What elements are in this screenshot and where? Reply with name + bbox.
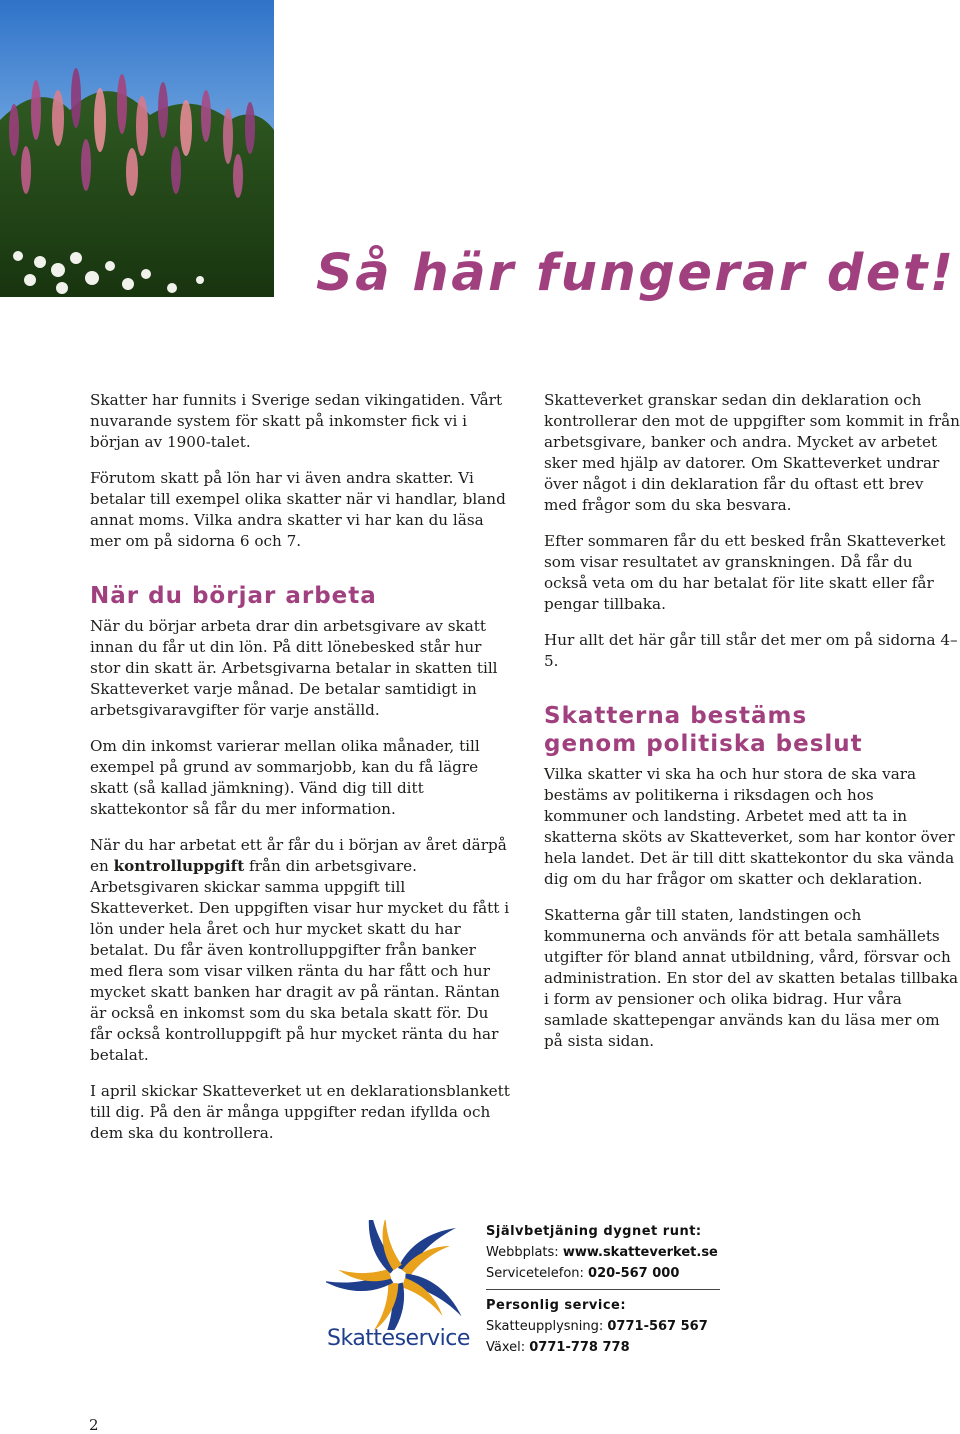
website-line — [486, 1242, 726, 1263]
heading-line-2: genom politiska beslut — [544, 731, 863, 757]
other-taxes-paragraph: Förutom skatt på lön har vi även andra skatter. Vi betalar till exempel olika skatter när vi handlar, bland annat moms. Vilka andra skatter vi har kan du läsa mer om på sidorna 6 och 7. — [90, 469, 506, 550]
kontrolluppgift-term: kontrolluppgift — [113, 857, 245, 875]
review-paragraph: Skatteverket granskar sedan din deklaration och kontrollerar den mot de uppgifter som kommit in från arbetsgivare, banker och andra. Mycket av arbetet sker med hjälp av datorer. Om Skatteverket undrar över något i din deklaration får du oftast ett brev med frågor som du ska besvara. — [544, 391, 960, 514]
income-varies-paragraph: Om din inkomst varierar mellan olika månader, till exempel på grund av sommarjobb, kan du få lägre skatt (så kallad jämkning). Vänd dig till ditt skattekontor så får du mer information. — [90, 737, 480, 818]
kontrolluppgift-text-after: från din arbetsgivare. Arbetsgivaren skickar samma uppgift till Skatteverket. Den uppgiften visar hur mycket du fått i lön under hela året och hur mycket skatt du har betalat. Du får även kontrolluppgifter från banker med flera som visar vilken ränta du har fått och hur mycket skatt banken har dragit av på räntan. Räntan är också en inkomst som du ska betala skatt för. Du får också kontrolluppgift på hur mycket ränta du har betalat. — [90, 857, 510, 1064]
website-label: Webbplats: — [486, 1245, 563, 1260]
pages-reference-paragraph: Hur allt det här går till står det mer om på sidorna 4–5. — [544, 631, 958, 670]
left-column — [90, 390, 510, 1159]
self-service-heading: Självbetjäning dygnet runt: — [486, 1224, 702, 1239]
personal-service-heading: Personlig service: — [486, 1298, 627, 1313]
where-taxes-go-paragraph: Skatterna går till staten, landstingen och kommunerna och används för att betala samhällets utgifter för bland annat utbildning, vård, försvar och administration. En stor del av skatten betalas tillbaka i form av pensioner och olika bidrag. Hur våra samlade skattepengar används kan du läsa mer om på sista sidan. — [544, 906, 959, 1050]
service-phone-label: Servicetelefon: — [486, 1266, 589, 1281]
heading-line-1: Skatterna bestäms — [544, 703, 808, 729]
switchboard-line — [486, 1337, 726, 1358]
april-declaration-paragraph: I april skickar Skatteverket ut en deklarationsblankett till dig. På den är många uppgifter redan ifyllda och dem ska du kontrollera. — [90, 1082, 510, 1142]
kontrolluppgift-text-before: När du har arbetat ett år får du i början av året därpå en — [90, 836, 507, 875]
service-phone-line — [486, 1263, 726, 1284]
section-heading-political-decisions — [544, 702, 960, 758]
lupine-flower-photo — [0, 0, 274, 297]
result-paragraph: Efter sommaren får du ett besked från Skatteverket som visar resultatet av granskningen. Då får du också veta om du har betalat för lite skatt eller får pengar tillbaka. — [544, 532, 946, 613]
switchboard-label: Växel: — [486, 1340, 530, 1355]
service-phone-number: 020-567 000 — [588, 1266, 680, 1281]
page-title: Så här fungerar det! — [316, 244, 956, 303]
tax-info-line — [486, 1316, 726, 1337]
contact-info — [486, 1221, 726, 1358]
divider — [486, 1289, 720, 1290]
who-decides-paragraph: Vilka skatter vi ska ha och hur stora de ska vara bestäms av politikerna i riksdagen och hos kommuner och landsting. Arbetet med att ta in skatterna sköts av Skatteverket, som har kontor över hela landet. Det är till ditt skattekontor du ska vända dig om du har frågor om skatter och deklaration. — [544, 765, 955, 888]
kontrolluppgift-paragraph — [90, 835, 510, 1066]
tax-info-label: Skatteupplysning: — [486, 1319, 608, 1334]
tax-info-number: 0771-567 567 — [607, 1319, 708, 1334]
logo-text: Skatteservice — [327, 1326, 470, 1351]
page-number: 2 — [89, 1416, 99, 1434]
start-working-paragraph: När du börjar arbeta drar din arbetsgivare av skatt innan du får ut din lön. På ditt lönebesked står hur stor din skatt är. Arbetsgivarna betalar in skatten till Skatteverket varje månad. De betalar samtidigt in arbetsgivaravgifter för varje anställd. — [90, 617, 498, 719]
switchboard-number: 0771-778 778 — [529, 1340, 630, 1355]
section-heading-start-working: När du börjar arbeta — [90, 583, 377, 609]
intro-paragraph: Skatter har funnits i Sverige sedan vikingatiden. Vårt nuvarande system för skatt på inkomster fick vi i början av 1900-talet. — [90, 391, 503, 451]
website-link[interactable]: www.skatteverket.se — [562, 1245, 718, 1260]
right-column — [544, 390, 960, 1067]
